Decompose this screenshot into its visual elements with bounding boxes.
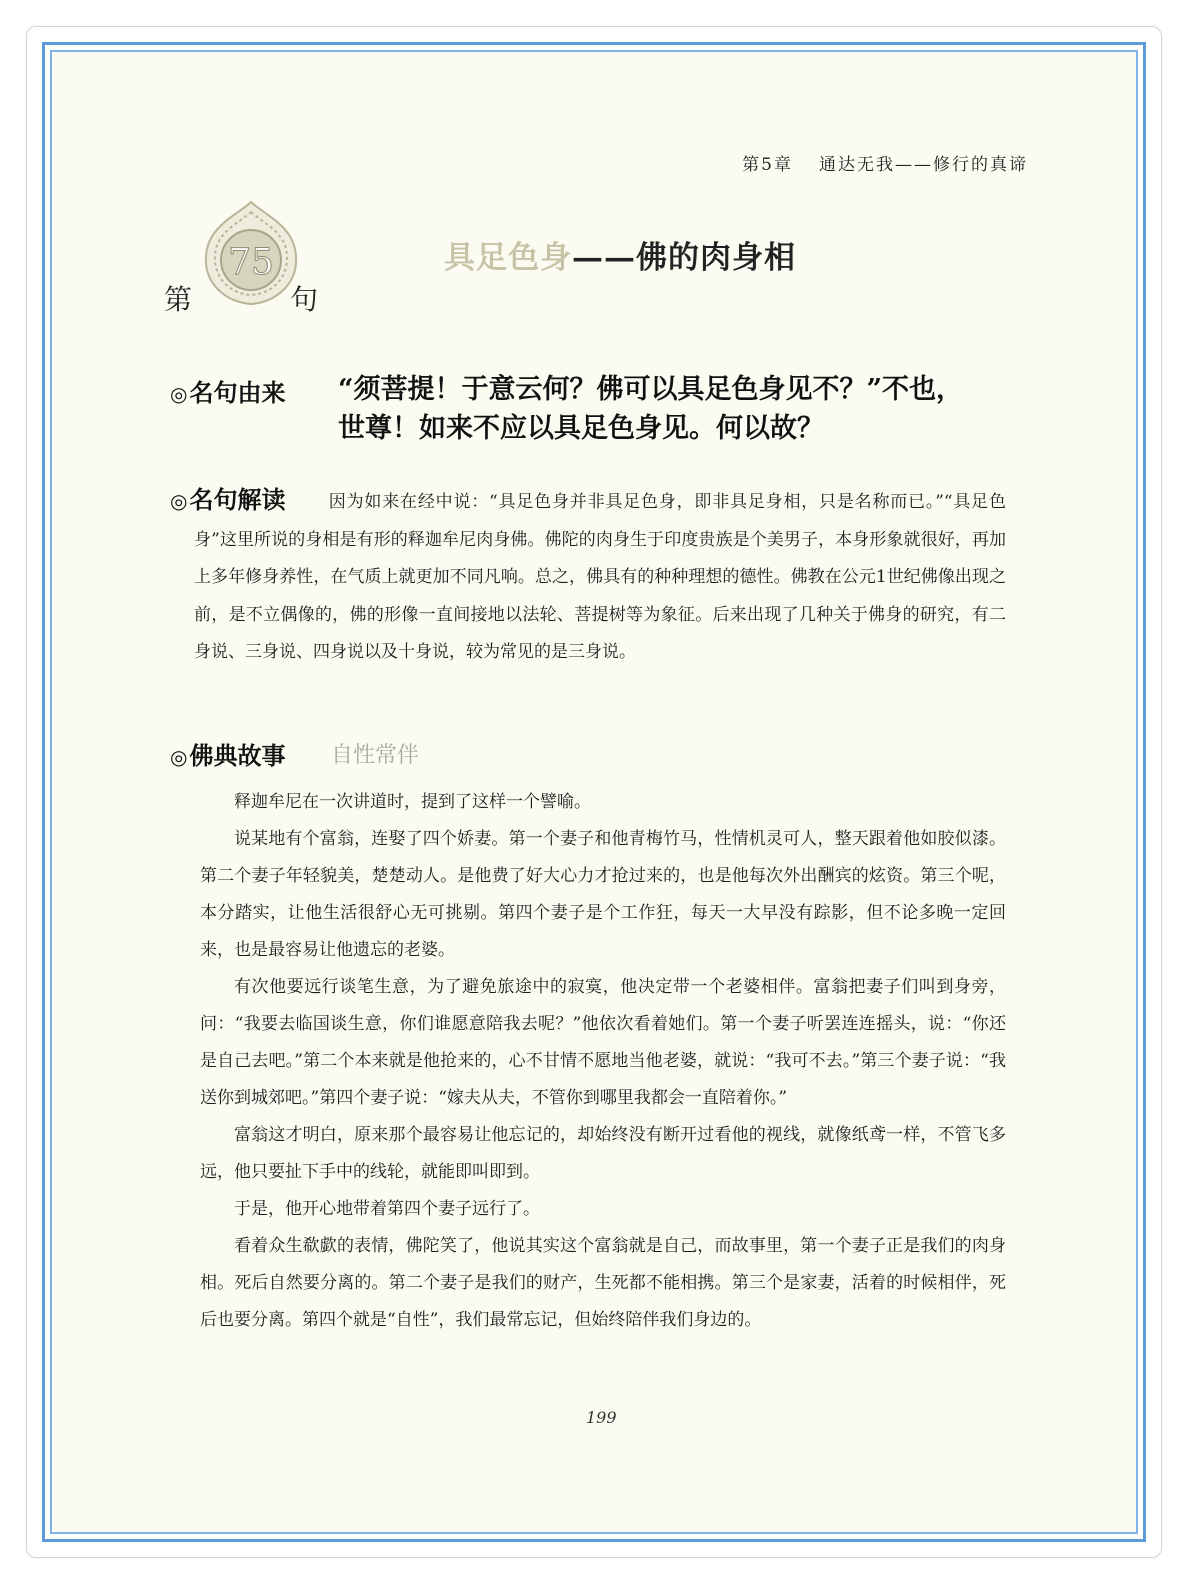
story-heading-text: 佛典故事 [189, 742, 286, 770]
story-subtitle: 自性常伴 [331, 743, 420, 768]
bullseye-icon: ◎ [170, 489, 188, 513]
story-paragraph: 说某地有个富翁，连娶了四个娇妻。第一个妻子和他青梅竹马，性情机灵可人，整天跟着他如胶似漆。第二个妻子年轻貌美，楚楚动人。是他费了好大心力才抢过来的，也是他每次外出酬宾的炫资。第三个呢，本分踏实，让他生活很舒心无可挑剔。第四个妻子是个工作狂，每天一大早没有踪影，但不论多晚一定回来，也是最容易让他遗忘的老婆。 [200, 829, 1006, 960]
story-heading [170, 736, 285, 771]
story-paragraph: 富翁这才明白，原来那个最容易让他忘记的，却始终没有断开过看他的视线，就像纸鸢一样，不管飞多远，他只要扯下手中的线轮，就能即叫即到。 [200, 1125, 1006, 1182]
chapter-number: 第5章 [742, 155, 793, 175]
quote-line-2: 世尊！如来不应以具足色身见。何以故？ [338, 413, 824, 444]
running-header [742, 150, 1028, 175]
origin-heading-text: 名句由来 [189, 379, 286, 407]
page-title [444, 232, 796, 277]
page-number: 199 [586, 1408, 617, 1427]
bullseye-icon: ◎ [170, 745, 188, 769]
title-part1: 具足色身 [444, 240, 572, 276]
title-part2: ——佛的肉身相 [572, 240, 796, 276]
origin-heading [170, 373, 285, 408]
origin-quote [338, 370, 1018, 448]
reading-heading-text: 名句解读 [189, 486, 286, 514]
badge-prefix: 第 [164, 283, 193, 316]
badge-number: 75 [228, 242, 274, 283]
story-body [200, 784, 1006, 1339]
story-paragraph: 释迦牟尼在一次讲道时，提到了这样一个譬喻。 [234, 792, 591, 812]
story-paragraph: 于是，他开心地带着第四个妻子远行了。 [234, 1199, 540, 1219]
reading-text-block [194, 484, 1006, 672]
chapter-title: 通达无我——修行的真谛 [819, 155, 1028, 175]
badge-suffix: 句 [290, 283, 319, 316]
story-paragraph: 看着众生欷歔的表情，佛陀笑了，他说其实这个富翁就是自己，而故事里，第一个妻子正是我们的肉身相。死后自然要分离的。第二个妻子是我们的财产，生死都不能相携。第三个是家妻，活着的时候相伴，死后也要分离。第四个就是“自性”，我们最常忘记，但始终陪伴我们身边的。 [200, 1236, 1006, 1330]
reading-text: 因为如来在经中说：“具足色身并非具足色身，即非具足身相，只是名称而已。”“具足色身”这里所说的身相是有形的释迦牟尼肉身佛。佛陀的肉身生于印度贵族是个美男子，本身形象就很好，再加上多年修身养性，在气质上就更加不同凡响。总之，佛具有的种种理想的德性。佛教在公元1世纪佛像出现之前，是不立偶像的，佛的形像一直间接地以法轮、菩提树等为象征。后来出现了几种关于佛身的研究，有二身说、三身说、四身说以及十身说，较为常见的是三身说。 [194, 492, 1006, 662]
story-paragraph: 有次他要远行谈笔生意，为了避免旅途中的寂寞，他决定带一个老婆相伴。富翁把妻子们叫到身旁，问：“我要去临国谈生意，你们谁愿意陪我去呢？”他依次看着她们。第一个妻子听罢连连摇头，说：“你还是自己去吧。”第二个本来就是他抢来的，心不甘情不愿地当他老婆，就说：“我可不去。”第三个妻子说：“我送你到城郊吧。”第四个妻子说：“嫁夫从夫，不管你到哪里我都会一直陪着你。” [200, 977, 1006, 1108]
bullseye-icon: ◎ [170, 382, 188, 406]
quote-line-1: “须菩提！于意云何？佛可以具足色身见不？”不也， [338, 374, 964, 405]
